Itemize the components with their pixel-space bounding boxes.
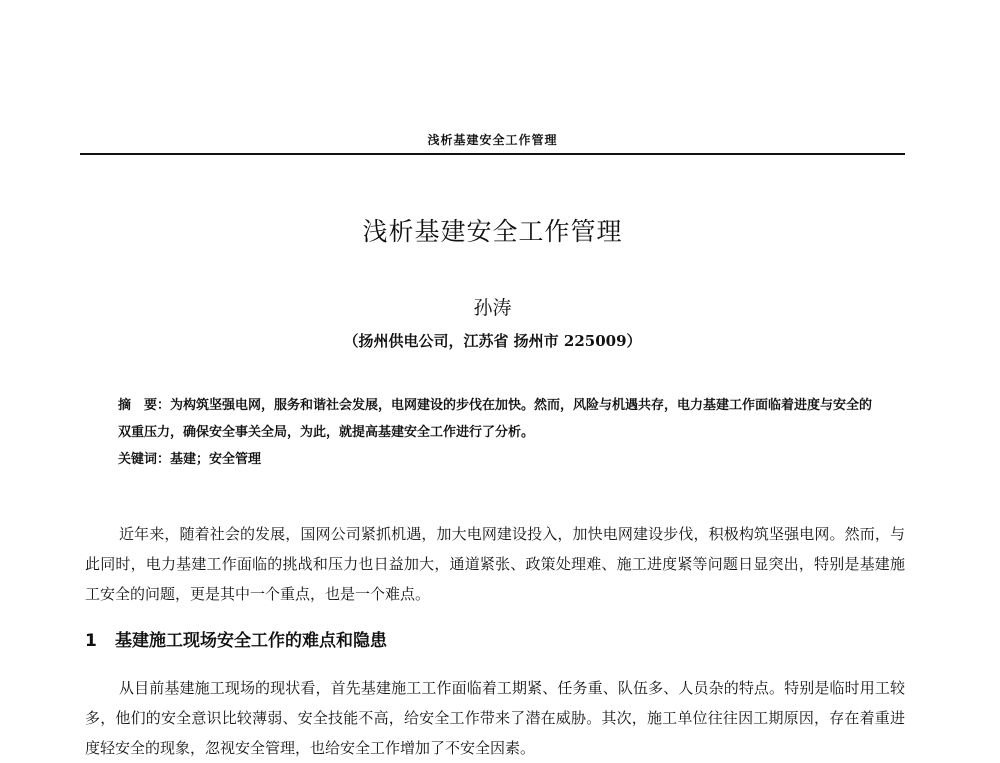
affiliation: （扬州供电公司，江苏省 扬州市 225009）: [343, 332, 642, 350]
running-head: 浅析基建安全工作管理: [427, 133, 558, 147]
section-number: 1: [85, 631, 97, 651]
abstract-text: 为构筑坚强电网，服务和谐社会发展，电网建设的步伐在加快。然而，风险与机遇共存，电力基建工作面临着进度与安全的双重压力，确保安全事关全局，为此，就提高基建安全工作进行了分析。: [118, 398, 873, 440]
keywords-label: 关键词：: [118, 452, 171, 467]
section-title: 基建施工现场安全工作的难点和隐患: [115, 631, 387, 651]
header-rule: [80, 153, 905, 155]
section-heading: [85, 626, 905, 651]
author: 孙涛: [473, 297, 512, 319]
intro-paragraph: 近年来，随着社会的发展，国网公司紧抓机遇，加大电网建设投入，加快电网建设步伐，积极构筑坚强电网。然而，与此同时，电力基建工作面临的挑战和压力也日益加大，通道紧张、政策处理难、施工进度紧等问题日显突出，特别是基建施工安全的问题，更是其中一个重点，也是一个难点。: [85, 525, 905, 603]
page-title: 浅析基建安全工作管理: [362, 217, 623, 246]
abstract: [118, 392, 878, 446]
keywords: [118, 448, 878, 467]
abstract-label: 摘 要：: [118, 398, 171, 413]
section-paragraph: 从目前基建施工现场的现状看，首先基建施工工作面临着工期紧、任务重、队伍多、人员杂的特点。特别是临时用工较多，他们的安全意识比较薄弱、安全技能不高，给安全工作带来了潜在威胁。其次，施工单位往往因工期原因，存在着重进度轻安全的现象，忽视安全管理，也给安全工作增加了不安全因素。: [85, 679, 905, 757]
keywords-text: 基建；安全管理: [170, 452, 262, 467]
